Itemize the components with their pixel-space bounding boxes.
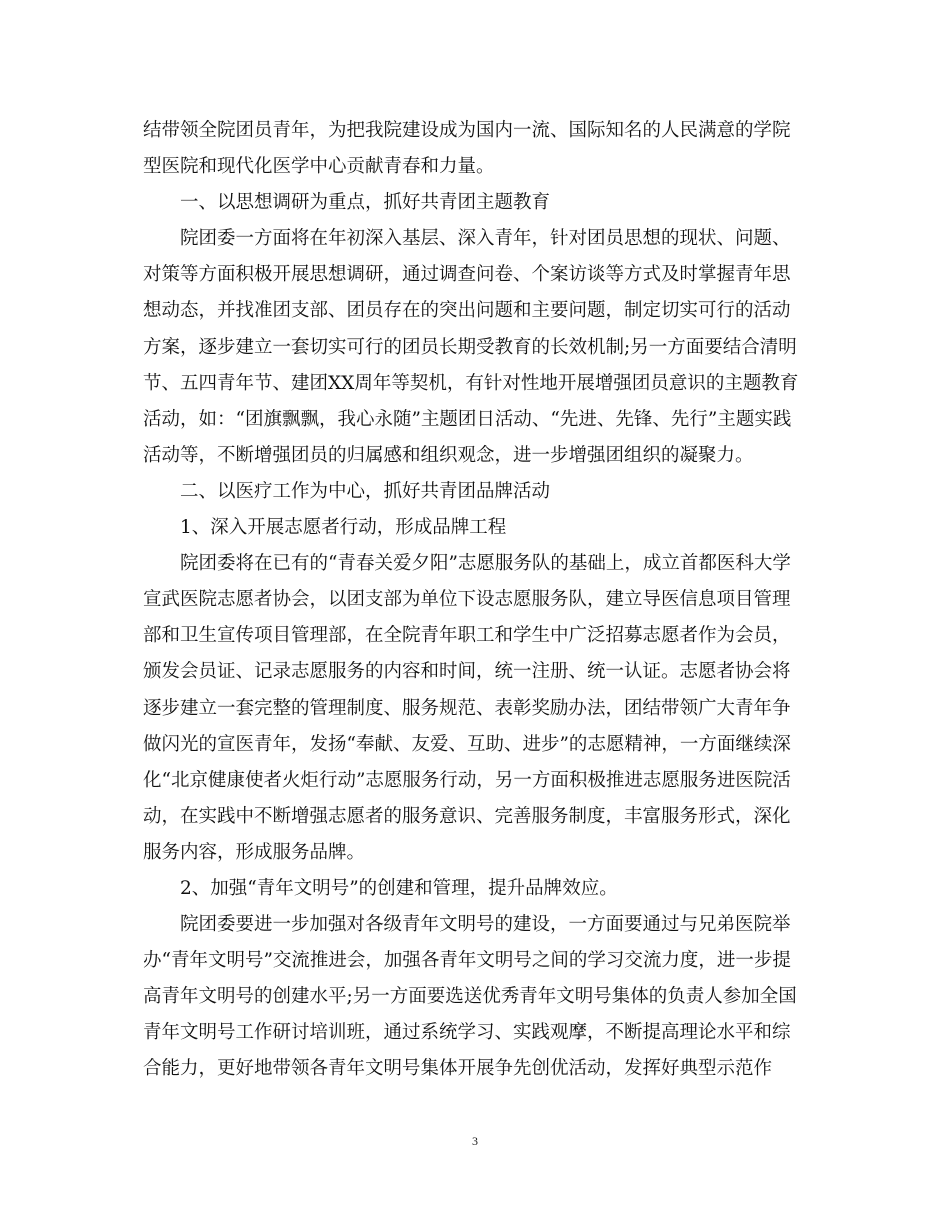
body-text-line: 方案，逐步建立一套切实可行的团员长期受教育的长效机制;另一方面要结合清明	[143, 336, 797, 358]
body-text-line: 服务内容，形成服务品牌。	[143, 841, 366, 863]
subsection-heading: 1、深入开展志愿者行动，形成品牌工程	[180, 517, 507, 539]
body-text-line: 型医院和现代化医学中心贡献青春和力量。	[143, 156, 495, 178]
body-text-line: 青年文明号工作研讨培训班，通过系统学习、实践观摩，不断提高理论水平和综	[143, 1022, 791, 1044]
body-text-line: 想动态，并找准团支部、团员存在的突出问题和主要问题，制定切实可行的活动	[143, 300, 791, 322]
body-text-line: 节、五四青年节、建团XX周年等契机，有针对性地开展增强团员意识的主题教育	[143, 372, 799, 394]
page-number: 3	[472, 1134, 478, 1148]
body-text-line: 做闪光的宣医青年，发扬“奉献、友爱、互助、进步”的志愿精神，一方面继续深	[143, 733, 791, 755]
body-text-line: 办“青年文明号”交流推进会，加强各青年文明号之间的学习交流力度，进一步提	[143, 950, 791, 972]
paragraph-first-line: 院团委要进一步加强对各级青年文明号的建设，一方面要通过与兄弟医院举	[180, 914, 791, 936]
body-text-line: 颁发会员证、记录志愿服务的内容和时间，统一注册、统一认证。志愿者协会将	[143, 661, 791, 683]
body-text-line: 合能力，更好地带领各青年文明号集体开展争先创优活动，发挥好典型示范作	[143, 1058, 773, 1080]
section-heading: 二、以医疗工作为中心，抓好共青团品牌活动	[180, 480, 551, 502]
body-text-line: 逐步建立一套完整的管理制度、服务规范、表彰奖励办法，团结带领广大青年争	[143, 697, 791, 719]
body-text-line: 化“北京健康使者火炬行动”志愿服务行动，另一方面积极推进志愿服务进医院活	[143, 769, 791, 791]
document-body	[143, 113, 808, 1088]
section-heading: 一、以思想调研为重点，抓好共青团主题教育	[180, 192, 551, 214]
body-text-line: 结带领全院团员青年，为把我院建设成为国内一流、国际知名的人民满意的学院	[143, 120, 791, 141]
subsection-heading: 2、加强“青年文明号”的创建和管理，提升品牌效应。	[180, 877, 618, 899]
body-text-line: 部和卫生宣传项目管理部，在全院青年职工和学生中广泛招募志愿者作为会员，	[143, 625, 791, 647]
paragraph-first-line: 院团委将在已有的“青春关爱夕阳”志愿服务队的基础上，成立首都医科大学	[180, 553, 791, 575]
paragraph-first-line: 院团委一方面将在年初深入基层、深入青年，针对团员思想的现状、问题、	[180, 228, 791, 250]
body-text-line: 活动，如：“团旗飘飘，我心永随”主题团日活动、“先进、先锋、先行”主题实践	[143, 408, 792, 430]
body-text-line: 动，在实践中不断增强志愿者的服务意识、完善服务制度，丰富服务形式，深化	[143, 805, 791, 827]
body-text-line: 活动等，不断增强团员的归属感和组织观念，进一步增强团组织的凝聚力。	[143, 444, 754, 466]
body-text-line: 宣武医院志愿者协会，以团支部为单位下设志愿服务队，建立导医信息项目管理	[143, 589, 791, 611]
body-text-line: 对策等方面积极开展思想调研，通过调查问卷、个案访谈等方式及时掌握青年思	[143, 264, 791, 286]
body-text-line: 高青年文明号的创建水平;另一方面要选送优秀青年文明号集体的负责人参加全国	[143, 986, 797, 1008]
